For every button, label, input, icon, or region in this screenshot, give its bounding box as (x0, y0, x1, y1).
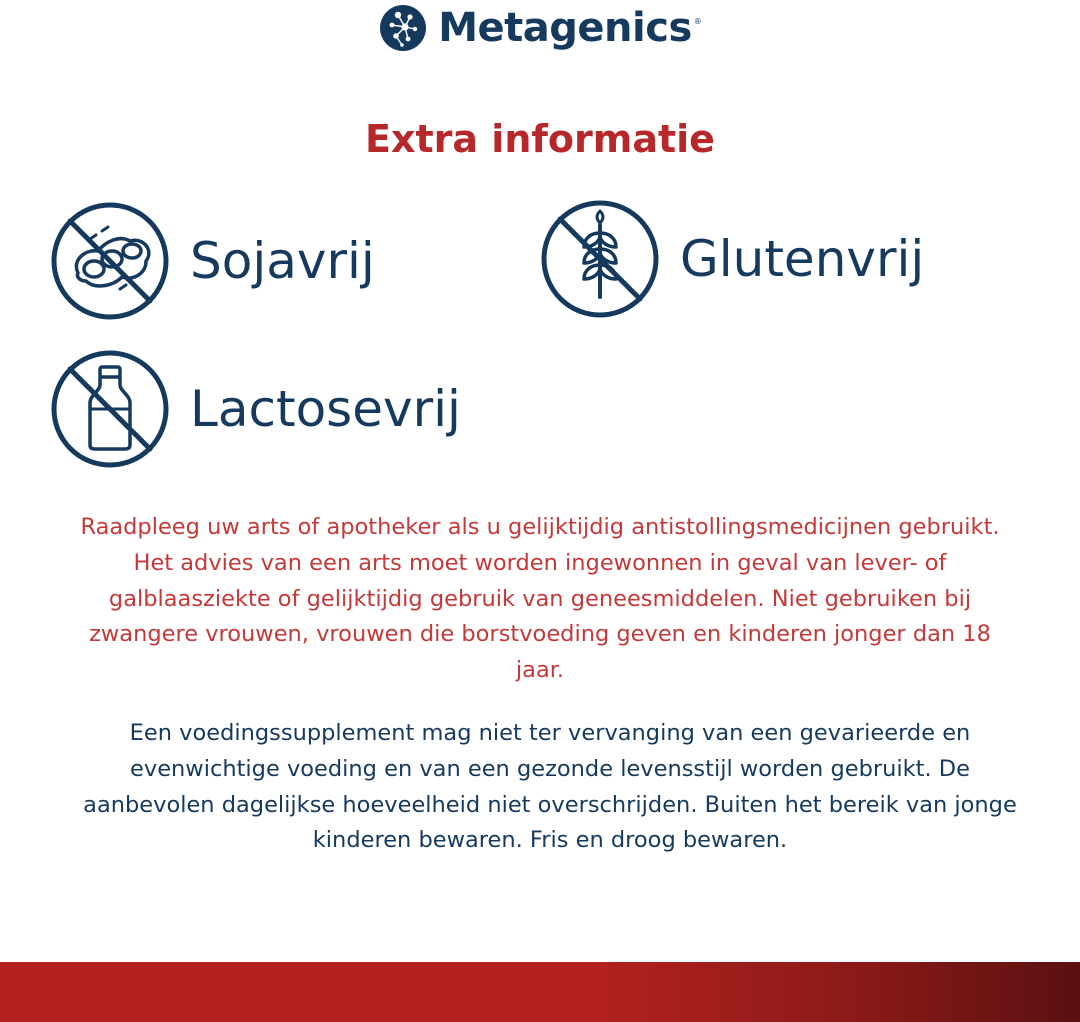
supplement-notice-text: Een voedingssupplement mag niet ter vervanging van een gevarieerde en evenwichtige voeding en van een gezonde levensstijl worden gebruikt. De aanbevolen dagelijkse hoeveelheid niet overschrijden. Buiten het bereik van jonge kinderen bewaren. Fris en droog bewaren. (83, 720, 1017, 854)
no-soy-icon (50, 201, 170, 321)
feature-gluten-free-label: Glutenvrij (680, 230, 925, 288)
brand-logo (378, 3, 702, 53)
feature-lactose-free-label: Lactosevrij (190, 380, 461, 438)
no-gluten-icon (540, 199, 660, 319)
brand-header (0, 0, 1080, 56)
footer-band (0, 962, 1080, 1022)
brand-name: Metagenics (438, 5, 692, 51)
no-lactose-icon (50, 349, 170, 469)
registered-mark: ® (693, 17, 702, 26)
warning-text: Raadpleeg uw arts of apotheker als u gelijktijdig antistollingsmedicijnen gebruikt. Het advies van een arts moet worden ingewonnen in geval van lever- of galblaasziekte of gelijktijdig gebruik van geneesmiddelen. Niet gebruiken bij zwangere vrouwen, vrouwen die borstvoeding geven en kinderen jonger dan 18 jaar. (80, 514, 1000, 684)
feature-soy-free (50, 201, 375, 321)
metagenics-logo-icon (378, 3, 428, 53)
feature-soy-free-label: Sojavrij (190, 232, 375, 290)
section-title: Extra informatie (365, 117, 715, 161)
feature-lactose-free (50, 349, 461, 469)
feature-gluten-free (540, 199, 924, 319)
